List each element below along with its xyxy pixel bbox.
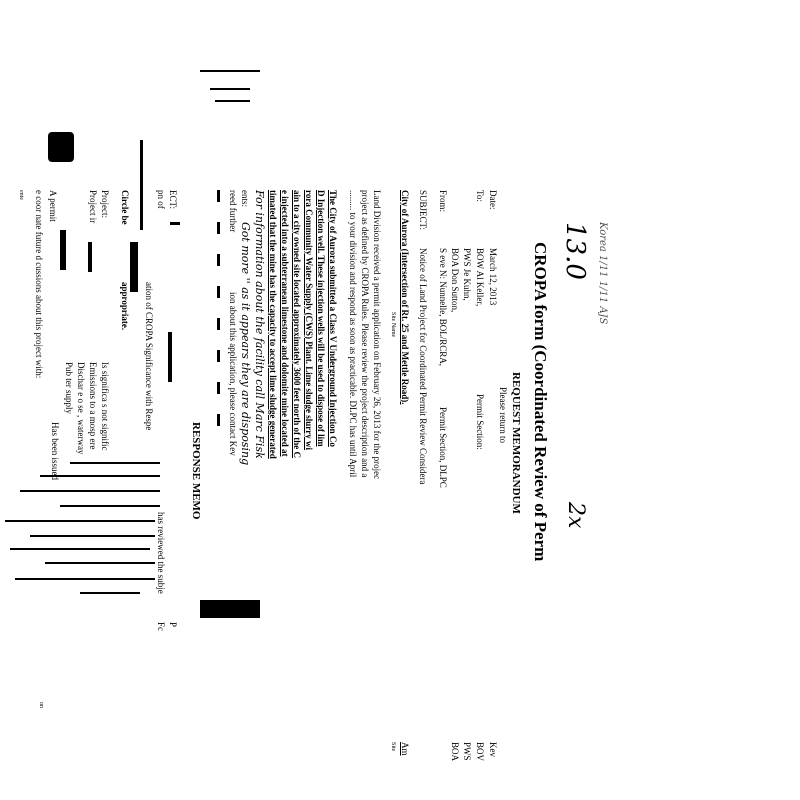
- scan-mark: [130, 242, 138, 292]
- description-line: e injected into a subterranean limestone and dolomite mine located at: [280, 190, 290, 457]
- scan-noise: [210, 88, 250, 90]
- has-reviewed: has reviewed the subje: [156, 512, 166, 594]
- body-line: Land Division received a permit application on February 26, 2013 for the projec: [372, 190, 382, 480]
- form-title: CROPA form (Coordinated Review of Perm: [531, 242, 550, 562]
- need-further-label: reed further: [228, 190, 238, 233]
- handwritten-comment-1: Got more '' as it appears they are disposing: [239, 222, 252, 466]
- from-label: From:: [438, 190, 448, 213]
- handwritten-number: 13.0: [560, 222, 590, 280]
- discharge-option: Dischar e o se , waterway: [76, 362, 86, 455]
- site-name-caption: Site Name: [390, 312, 396, 338]
- dash: [217, 222, 220, 234]
- significance-option: Is significa s not signific: [100, 362, 110, 451]
- description-line: The City of Aurora submitted a Class V Underground Injection Co: [328, 190, 338, 447]
- response-title: RESPONSE MEMO: [190, 422, 202, 520]
- fo-label: Fc: [156, 622, 166, 631]
- to-line: PWS Je Kuhn,: [462, 248, 472, 301]
- to-line: BOW Al Keller,: [475, 248, 485, 307]
- description-line: rora Community Water Supply (CWS) Plant. Lime sludge slurry wi: [304, 190, 314, 451]
- dash: [217, 350, 220, 362]
- scan-noise: [200, 70, 260, 72]
- dash: [217, 286, 220, 298]
- subject-value: Notice of Land Project for Coordinated Permit Review Considera: [418, 248, 428, 485]
- project-label: Project ir: [88, 190, 98, 224]
- right-caption-2: Site: [390, 742, 396, 752]
- dash: [217, 190, 220, 202]
- scan-mark: [60, 230, 66, 270]
- right-column: BOA: [450, 742, 460, 762]
- comments-label: ents:: [240, 190, 250, 207]
- site-name-value: City of Aurora (Intersection of Rt. 25 and Mettle Road).: [400, 190, 410, 405]
- ect-label: ECT:: [168, 190, 178, 210]
- future-discussion: e coor nate future d cussions about this project with:: [34, 190, 44, 379]
- from-right: Permit Section, DLPC: [438, 407, 448, 488]
- please-return-label: Please return to: [498, 387, 508, 443]
- enter-label: ente: [18, 190, 24, 200]
- body-line: ......... to your division and respond as soon as practicable. DLPC has until April: [348, 190, 358, 478]
- form-subtitle: REQUEST MEMORANDUM: [510, 372, 522, 514]
- subject-label: SUBJECT:: [418, 190, 428, 231]
- right-column: Kev: [488, 742, 498, 757]
- scan-noise: [215, 100, 250, 102]
- permit-section-label: Permit Section:: [475, 394, 485, 450]
- handwritten-note-top: Korea 1/11 1/11 AJS: [597, 222, 608, 325]
- dash: [217, 254, 220, 266]
- scan-mark: [168, 332, 172, 382]
- handwritten-mark: 2x: [563, 502, 588, 529]
- has-been-issued: Has been issued: [50, 422, 60, 480]
- public-supply-option: Pub ter supply: [64, 362, 74, 415]
- handwritten-comment-2: For information about the facility call Marc Fisk: [253, 190, 266, 459]
- description-line: timated that the mine has the capacity to accept lime sludge generated: [268, 190, 278, 459]
- emissions-option: Emissions to a mosp ere: [88, 362, 98, 450]
- dash: [217, 414, 220, 426]
- scan-mark: [88, 242, 92, 272]
- pr-label: P: [168, 622, 178, 628]
- from-value: S eve N: Nunnelle, BOL/RCRA,: [438, 248, 448, 366]
- to-line: BOA Don Sutton,: [450, 248, 460, 313]
- date-value: March 12, 2013: [488, 248, 498, 306]
- permit-label: A permit: [48, 190, 58, 222]
- project-label: Project:: [100, 190, 110, 218]
- rotated-form-page: [0, 182, 618, 800]
- dash: [217, 318, 220, 330]
- cropa-significance: ation of CROPA Significance with Respe: [144, 282, 154, 431]
- to-label: To:: [475, 190, 485, 202]
- description-line: D Injection well. These injection wells will be used to dispose of lim: [316, 190, 326, 447]
- appropriate-label: appropriate.: [120, 282, 130, 331]
- side-note: on: [38, 702, 44, 708]
- contact-line: ion about this application, please contact Kev: [228, 292, 238, 456]
- description-line: ain to a city owned site located approximately 3600 feet north of the C: [292, 190, 302, 459]
- right-column: BOV: [475, 742, 485, 762]
- dash: [217, 382, 220, 394]
- circle-label: Circle be: [120, 190, 130, 225]
- right-caption: Am: [400, 742, 410, 756]
- binder-hole-mark: [48, 132, 74, 162]
- date-label: Date:: [488, 190, 498, 210]
- po-label: pn of: [156, 190, 166, 209]
- body-line: project as defined by CROPA Rules. Please review the project description and a: [360, 190, 370, 478]
- right-column: PWS: [462, 742, 472, 761]
- scan-mark: [170, 222, 180, 225]
